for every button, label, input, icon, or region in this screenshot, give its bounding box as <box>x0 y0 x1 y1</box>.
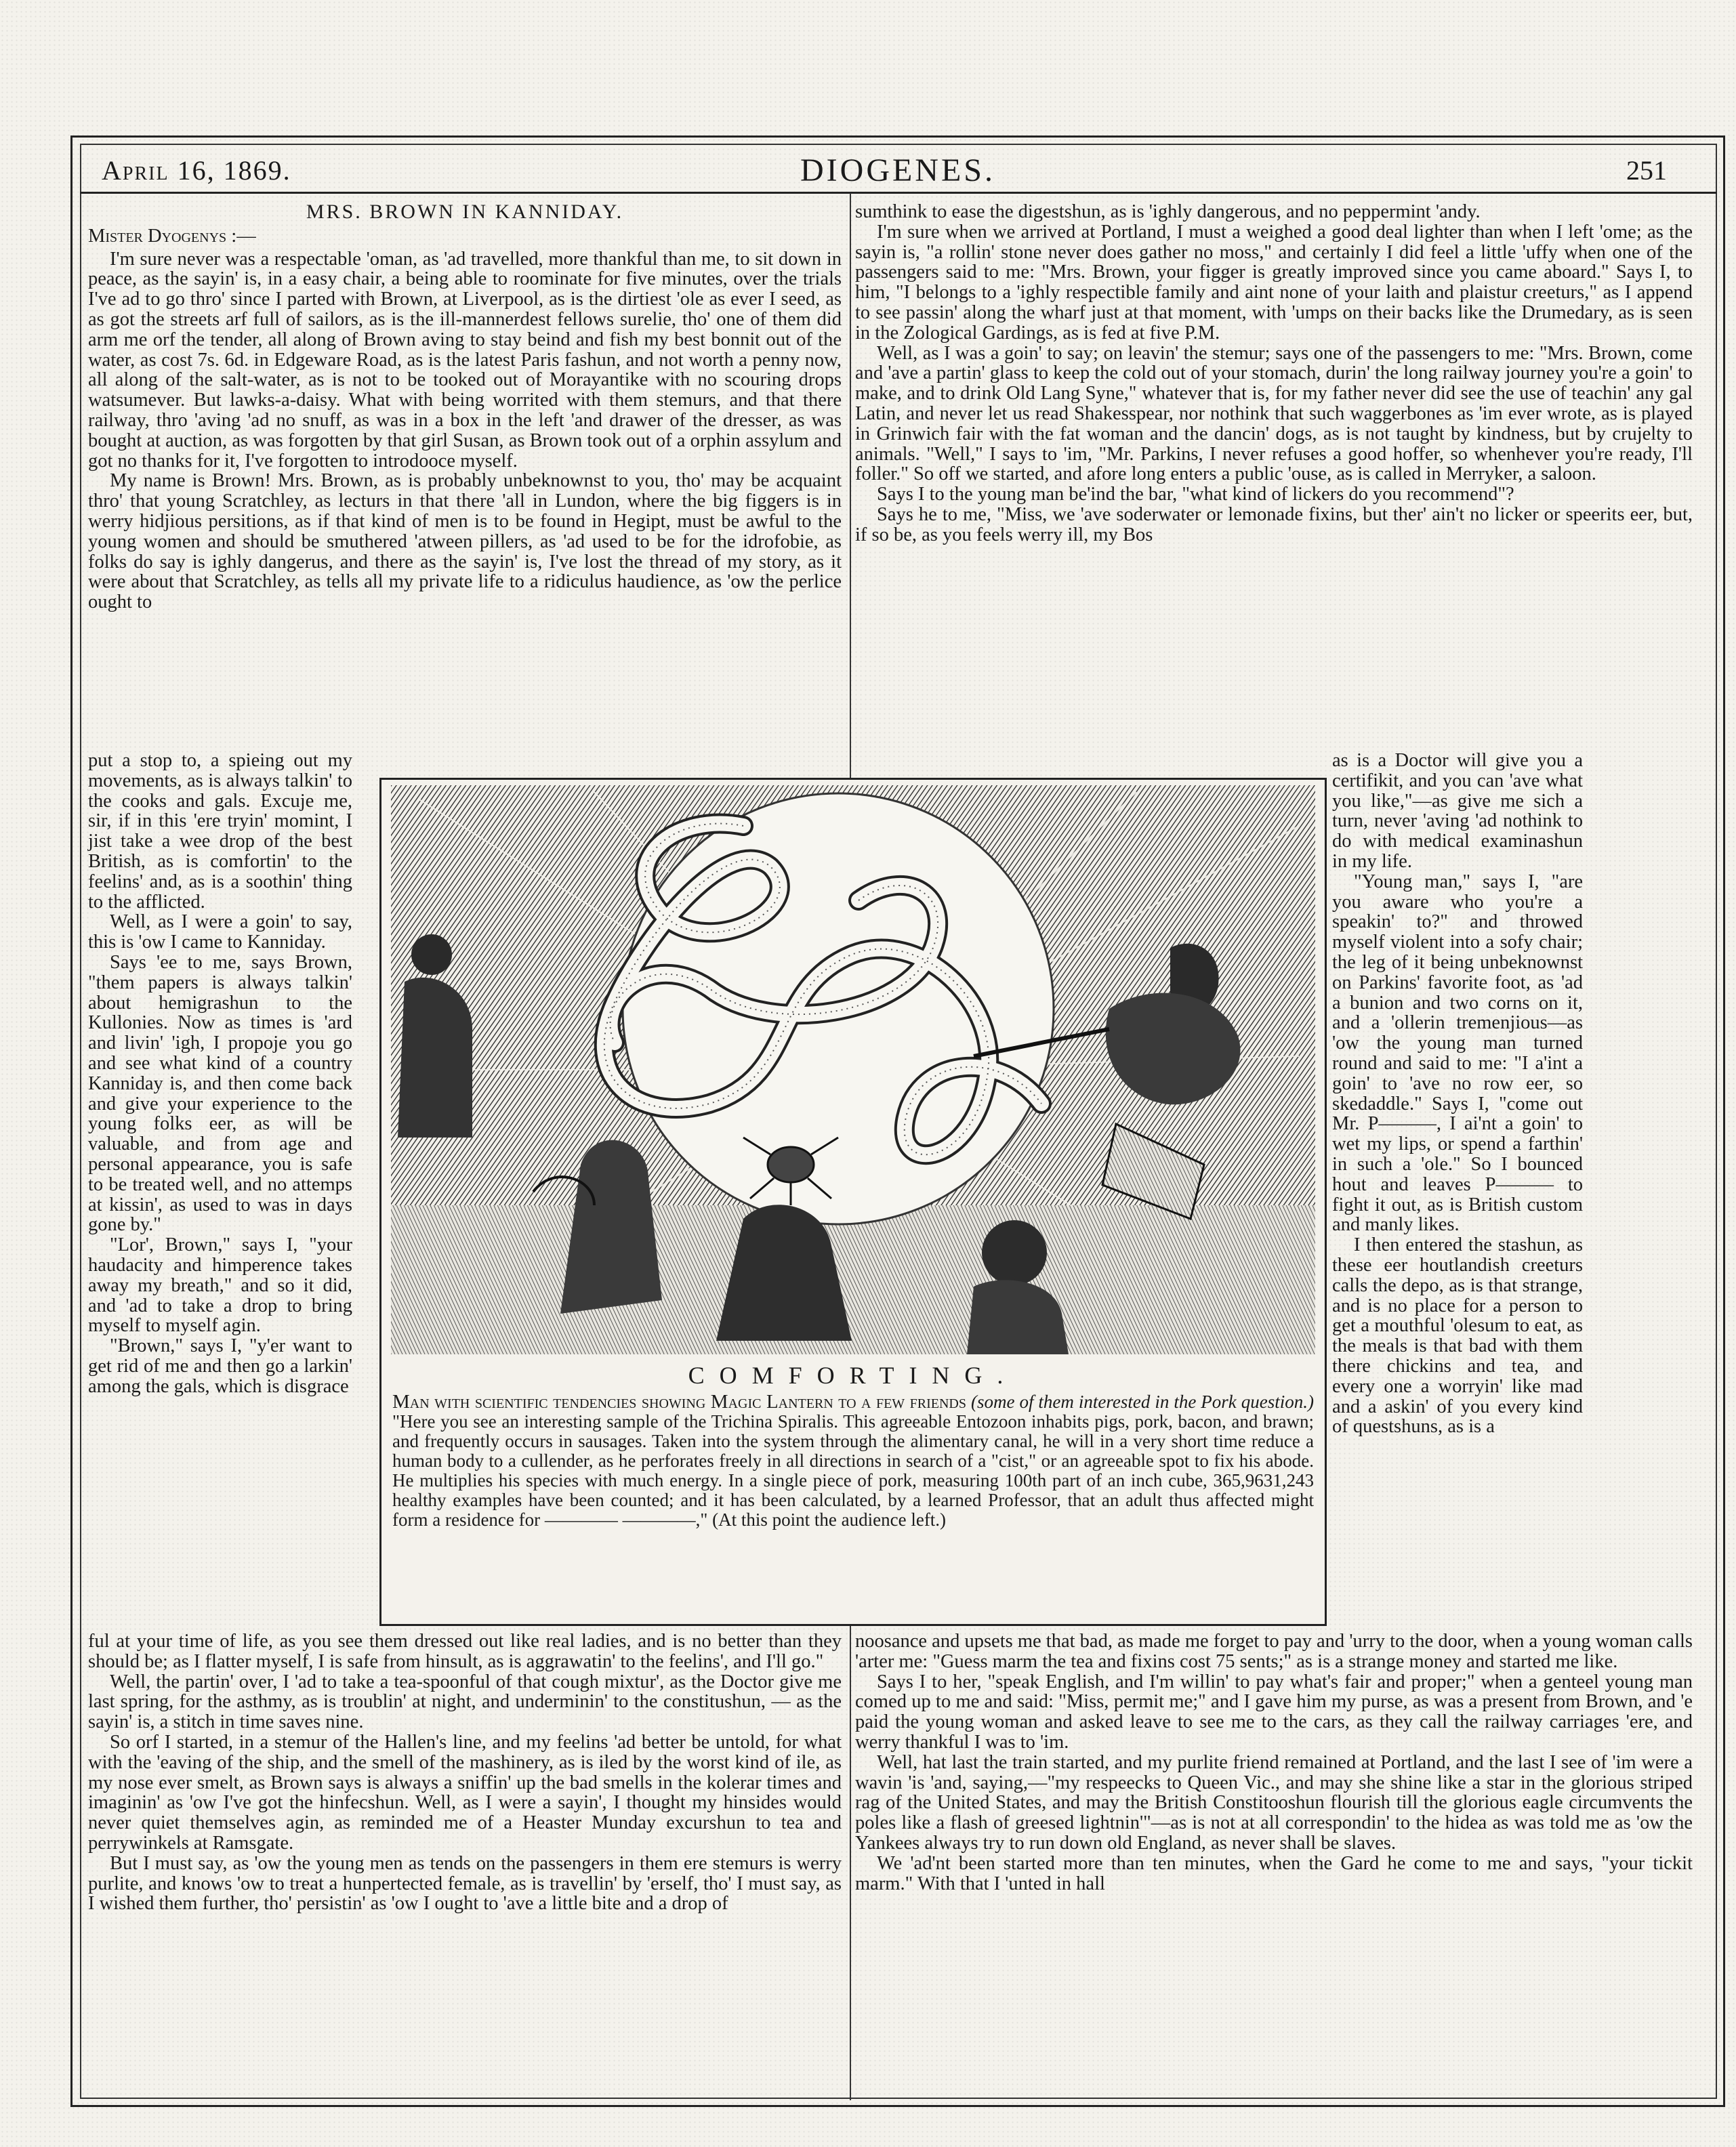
paragraph: Well, as I were a goin' to say, this is 'ow I came to Kanniday. <box>88 911 352 953</box>
publication-title: DIOGENES. <box>800 152 995 188</box>
right-column-narrow <box>1332 751 1583 1437</box>
paragraph: ful at your time of life, as you see them dressed out like real ladies, and is no better than they should be; as I flatter myself, I is safe from hinsult, as is aggrawatin' to the feelins', and I'll go." <box>88 1631 842 1672</box>
paragraph: Says 'ee to me, says Brown, "them papers is always talkin' about hemigrashun to the Kullonies. Now as times is 'ard and livin' 'igh, I propoje you go and see what kind of a country Kanniday is, and then come back and give your experience to the young folks eer, as will be valuable, and from age and personal appearance, you is safe to be treated well, and no attemps at kissin', as used to was in days gone by." <box>88 951 352 1236</box>
column-divider-top <box>850 193 851 781</box>
right-column-bottom <box>855 1631 1693 1894</box>
paragraph: I'm sure never was a respectable 'oman, as 'ad travelled, more thankful than me, to sit down in peace, as the sayin' is, in a easy chair, a being able to roominate for five minutes, over the trials I've ad to go thro' since I parted with Brown, at Liverpool, as is the dirtiest 'ole as ever I seed, as as got the streets arf full of sailors, as is the ill-mannerdest fellows surelie, tho' one of them did arm me orf the tender, all along of Brown aving to stay beind and fish my best bonnit out of the water, as cost 7s. 6d. in Edgeware Road, as is the latest Paris fashun, and not worth a penny now, all along of the salt-water, as is not to be tooked out of Morayantike with no scouring drops watsumever. But lawks-a-daisy. What with being worrited with them stemurs, and that there railway, thro 'aving 'ad no snuff, as was in a box in the left 'and drawer of the dresser, as was bought at auction, as was forgotten by that girl Susan, as Brown took out of a orphin assylum and got no thanks for it, I've forgotten to introdooce myself. <box>88 248 842 472</box>
paragraph: sumthink to ease the digestshun, as is 'ighly dangerous, and no peppermint 'andy. <box>855 201 1481 222</box>
paragraph: noosance and upsets me that bad, as made me forget to pay and 'urry to the door, when a young woman calls 'arter me: "Guess marm the tea and fixins cost 75 sents;" as is a strange money and started me like. <box>855 1631 1693 1672</box>
paragraph: as is a Doctor will give you a certifikit, and you can 'ave what you like,"—as give me sich a turn, never 'aving 'ad nothink to do with medical examinashun in my life. <box>1332 750 1583 872</box>
left-column-bottom <box>88 1631 842 1914</box>
page-header <box>102 148 1694 190</box>
paragraph: Says I to the young man be'ind the bar, "what kind of lickers do you recommend"? <box>877 484 1514 505</box>
paragraph: Says he to me, "Miss, we 'ave soderwater or lemonade fixins, but ther' ain't no licker or speerits eer, but, if so be, as you feels werry ill, my Bos <box>855 503 1693 545</box>
caption-lead: Man with scientific tendencies showing Magic Lantern to a few friends <box>392 1391 966 1413</box>
paragraph: "Lor', Brown," says I, "your haudacity and himperence takes away my breath," and so it did, and 'ad to take a drop to bring myself to myself agin. <box>88 1234 352 1337</box>
page-number: 251 <box>1626 155 1667 186</box>
column-divider-bottom <box>850 1626 851 2100</box>
illustration-caption <box>392 1392 1314 1530</box>
paragraph: Says I to her, "speak English, and I'm willin' to pay what's fair and proper;" when a genteel young man comed up to me and said: "Miss, permit me;" and I gave him my purse, as was a present from Brown, and 'e paid the young woman and asked leave to see me to the cars, as they call the railway carriages 'ere, and werry thankful I was to 'im. <box>855 1671 1693 1753</box>
header-rule <box>80 192 1717 194</box>
paragraph: But I must say, as 'ow the young men as tends on the passengers in them ere stemurs is werry purlite, and knows 'ow to treat a hunpertected female, as is travellin' by 'erself, tho' I must say, as I wished them further, tho' persistin' as 'ow I ought to 'ave a little bite and a drop of <box>88 1852 842 1915</box>
caption-aside: (some of them interested in the Pork question.) <box>970 1392 1314 1412</box>
magic-lantern-engraving <box>391 785 1315 1354</box>
paragraph: Well, hat last the train started, and my purlite friend remained at Portland, and the last I see of 'im were a wavin 'is 'and, saying,—"my respeecks to Queen Vic., and may she shine like a star in the glorious striped rag of the United States, and may the British Constitooshun flourish till the glorious eagle circumvents the poles like a flash of greesed lightnin'"—as is not at all correspondin' to the hidea as was told me as 'ow the Yankees always try to run down old England, as never shall be slaves. <box>855 1751 1693 1854</box>
paragraph: I then entered the stashun, as these eer houtlandish creeturs calls the depo, as is that strange, and is no place for a person to get a mouthful 'olesum to eat, as the meals is that bad with them there chickins and tea, and every one a worryin' like mad and a askin' of you every kind of questshuns, as is a <box>1332 1234 1583 1438</box>
paragraph: My name is Brown! Mrs. Brown, as is probably unbeknownst to you, tho' may be acquaint thro' that young Scratchley, as lecturs in that there 'all in Lundon, where the big figgers is in werry hidjious persitions, as if that kind of men is to be found in Hegipt, must be awful to the young women and should be smuthered 'atween pillers, as 'ad used to be for the idrofobie, as folks do say is ighly dangerus, and there as the sayin' is, I've lost the thread of my story, as it were about that Scratchley, as tells all my private life to a ridiculus haudience, as 'ow the perlice ought to <box>88 470 842 613</box>
paragraph: Well, the partin' over, I 'ad to take a tea-spoonful of that cough mixtur', as the Doctor give me last spring, for the asthmy, as is troublin' at night, and underminin' to the constitushun, — as the sayin' is, a stitch in time saves nine. <box>88 1671 842 1733</box>
paragraph: Well, as I was a goin' to say; on leavin' the stemur; says one of the passengers to me: "Mrs. Brown, come and 'ave a partin' glass to keep the cold out of your stomach, durin' the long railway journey you're a goin' to make, and to drink Old Lang Syne," whatever that is, for my father never did see the use of teachin' any gal Latin, and never let us read Shakesspear, nor nothink that such waggerbones as 'im ever wrote, as is played in Grinwich fair with the fat woman and the dancin' dogs, as is not taught by kindness, but by crujelty to animals. "Well," I says to 'im, "Mr. Parkins, I never refuses a good hoffer, so whenhever you're ready, I'll foller." So off we started, and afore long enters a public 'ouse, as is called in Merryker, a saloon. <box>855 342 1693 485</box>
left-column-narrow <box>88 751 352 1397</box>
article-heading: MRS. BROWN IN KANNIDAY. <box>306 201 624 223</box>
left-column-top <box>88 202 842 612</box>
issue-date: April 16, 1869. <box>102 155 291 186</box>
illustration-box <box>379 778 1327 1626</box>
paragraph: "Brown," says I, "y'er want to get rid of me and then go a larkin' among the gals, which is disgrace <box>88 1335 352 1397</box>
right-column-top <box>855 202 1693 545</box>
paragraph: We 'ad'nt been started more than ten minutes, when the Gard he come to me and says, "your tickit marm." With that I 'unted in hall <box>855 1852 1693 1894</box>
paragraph: put a stop to, a spieing out my movements, as is always talkin' to the cooks and gals. Excuje me, sir, if in this 'ere tryin' momint, I jist take a wee drop of the best British, as is comfortin' to the feelins' and, as is a soothin' thing to the afflicted. <box>88 750 352 913</box>
paragraph: I'm sure when we arrived at Portland, I must a weighed a good deal lighter than when I left 'ome; as the sayin is, "a rollin' stone never does gather no moss," and certainly I did feel a little 'uffy when one of the passengers said to me: "Mrs. Brown, your figger is greatly improved since you came aboard." Says I, to him, "I belongs to a 'ighly respectible family and aint none of your laith and plaistur creeturs," as I append to see passin' along the wharf just at that moment, with 'umps on their backs like the Drumedary, as is seen in the Zological Gardings, as is fed at five P.M. <box>855 221 1693 343</box>
illustration-title: COMFORTING. <box>688 1362 1018 1389</box>
article-salutation: Mister Dyogenys :— <box>88 225 256 247</box>
caption-body: "Here you see an interesting sample of the Trichina Spiralis. This agreeable Entozoon inhabits pigs, pork, bacon, and brawn; and frequently occurs in sausages. Taken into the system through the alimentary canal, he will in a very short time reduce a human body to a cullender, as he perforates freely in all directions in search of a "cist," or an agreeable spot to fix his abode. He multiplies his species with much energy. In a single piece of pork, measuring 100th part of an inch cube, 365,9631,243 healthy examples have been counted; and it has been calculated, by a learned Professor, that an adult thus affected might form a residence for ———— ————," (At this point the audience left.) <box>392 1411 1314 1530</box>
paragraph: So orf I started, in a stemur of the Hallen's line, and my feelins 'ad better be untold, for what with the 'eaving of the ship, and the smell of the mashinery, as is iled by the worst kind of ile, as my nose ever smelt, as Brown says is always a sniffin' up the bad smells in the kolerar times and imaginin' as 'ow I've got the hinfecshun. Well, as I were a sayin', I thought my hinsides would never quiet themselves agin, as reminded me of a Heaster Munday excurshun to tea and perrywinkels at Ramsgate. <box>88 1731 842 1854</box>
paragraph: "Young man," says I, "are you aware who you're a speakin' to?" and throwed myself violent into a sofy chair; the leg of it being unbeknownst on Parkins' favorite foot, as 'ad a bunion and two corns on it, and a 'ollerin tremenjious—as 'ow the young man turned round and said to me: "I a'int a goin' to 'ave no row eer, so skedaddle." Says I, "come out Mr. P———, I ai'nt a goin' to wet my lips, or spend a farthin' in such a 'ole." So I bounced hout and leaves P——— to fight it out, as is British custom and manly likes. <box>1332 871 1583 1236</box>
